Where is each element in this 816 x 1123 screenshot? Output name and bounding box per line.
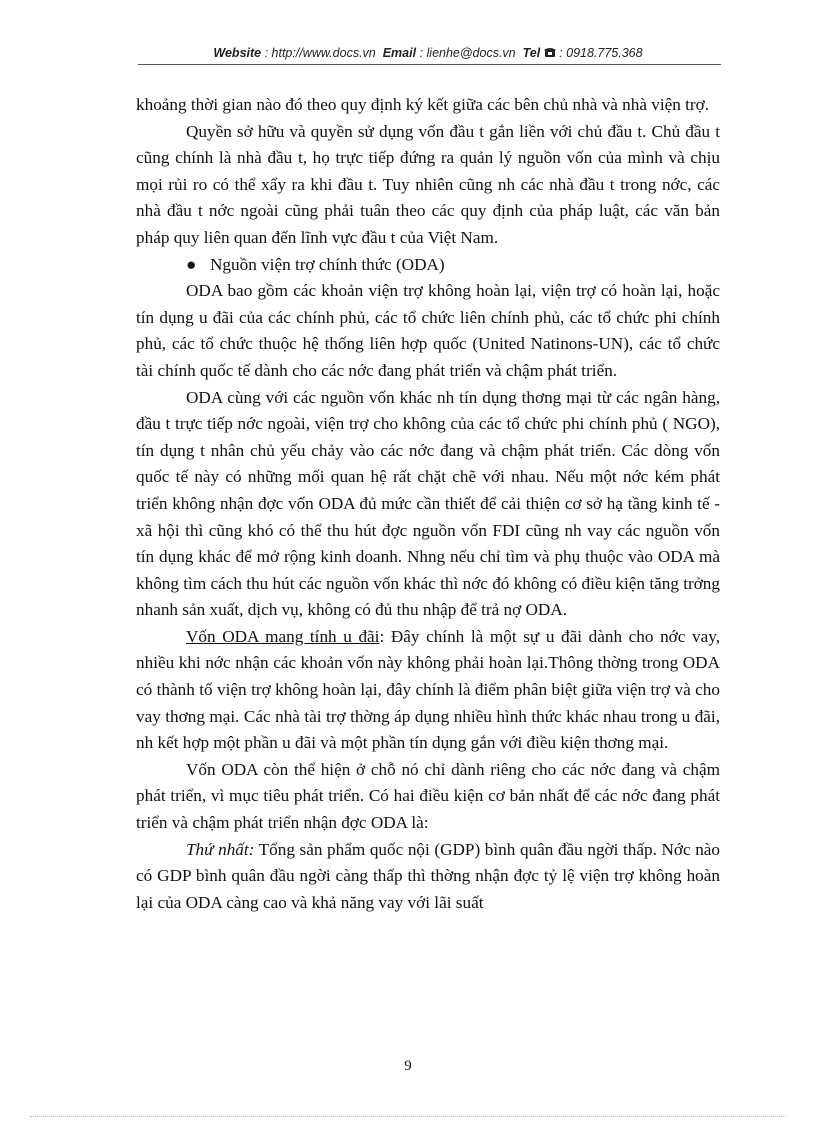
website-value[interactable]: : http://www.docs.vn (264, 46, 376, 60)
header-divider (138, 64, 721, 65)
bullet-text: Nguồn viện trợ chính thức (ODA) (210, 254, 445, 274)
paragraph-4: ODA cùng với các nguồn vốn khác nh tín dụng thơng mại từ các ngân hàng, đầu t trực tiếp nớc ngoài, viện trợ cho không của các tổ chức phi chính phủ ( NGO), tín dụng t nhân chủ yếu chảy vào các nớc đang và chậm phát triển. Các dòng vốn quốc tế này có những mối quan hệ rất chặt chẽ với nhau. Nếu một nớc kém phát triển không nhận đợc vốn ODA đủ mức cần thiết để cải thiện cơ sở hạ tầng kinh tế - xã hội thì cũng khó có thể thu hút đợc nguồn vốn FDI cũng nh vay các nguồn vốn tín dụng khác để mở rộng kinh doanh. Nhng nếu chỉ tìm và phụ thuộc vào ODA mà không tìm cách thu hút các nguồn vốn khác thì nớc đó không có điều kiện tăng trởng nhanh sản xuất, dịch vụ, không có đủ thu nhập để trả nợ ODA. (136, 387, 720, 620)
tel-label: Tel (522, 46, 541, 60)
phone-icon (544, 47, 556, 61)
paragraph-2: Quyền sở hữu và quyền sử dụng vốn đầu t gắn liền với chủ đầu t. Chủ đầu t cũng chính là nhà đầu t, họ trực tiếp đứng ra quản lý nguồn vốn của mình và chịu mọi rủi ro có thể xẩy ra khi đầu t. Tuy nhiên cũng nh các nhà đầu t trong nớc, các nhà đầu t nớc ngoài cũng phải tuân theo các quy định của pháp luật, các văn bản pháp quy liên quan đến lĩnh vực đầu t của Việt Nam. (136, 121, 720, 247)
bullet-item (136, 252, 720, 279)
website-label: Website (213, 46, 262, 60)
page-bottom-divider (30, 1116, 786, 1117)
paragraph-5 (136, 624, 720, 757)
paragraph-5-text: : Đây chính là một sự u đãi dành cho nớc vay, nhiều khi nớc nhận các khoản vốn này không phải hoàn lại.Thông thờng trong ODA có thành tố viện trợ không hoàn lại, đây chính là điểm phân biệt giữa viện trợ và cho vay thơng mại. Các nhà tài trợ thờng áp dụng nhiều hình thức khác nhau trong u đãi, nh kết hợp một phần u đãi và một phần tín dụng gắn với điều kiện thơng mại. (136, 626, 721, 753)
email-value[interactable]: : lienhe@docs.vn (419, 46, 516, 60)
underlined-term: Vốn ODA mang tính u đãi (186, 626, 380, 646)
bullet-icon: ● (186, 254, 197, 274)
italic-term: Thứ nhất: (186, 839, 255, 859)
paragraph-6: Vốn ODA còn thể hiện ở chỗ nó chỉ dành riêng cho các nớc đang và chậm phát triển, vì mục tiêu phát triển. Có hai điều kiện cơ bản nhất để các nớc đang phát triển và chậm phát triển nhận đợc ODA là: (136, 759, 720, 833)
page-number: 9 (404, 1058, 412, 1074)
tel-value: : 0918.775.368 (559, 46, 643, 60)
document-body (136, 92, 720, 916)
paragraph-1: khoảng thời gian nào đó theo quy định ký kết giữa các bên chủ nhà và nhà viện trợ. (136, 95, 710, 114)
paragraph-7 (136, 837, 720, 917)
paragraph-3: ODA bao gồm các khoản viện trợ không hoàn lại, viện trợ có hoàn lại, hoặc tín dụng u đãi của các chính phủ, các tổ chức liên chính phủ, các tổ chức phi chính phủ, các tổ chức thuộc hệ thống liên hợp quốc (United Natinons-UN), các tổ chức tài chính quốc tế dành cho các nớc đang phát triển và chậm phát triển. (136, 281, 720, 380)
page-header (138, 46, 718, 61)
paragraph-7-text: Tổng sản phẩm quốc nội (GDP) bình quân đầu ngời thấp. Nớc nào có GDP bình quân đầu ngời càng thấp thì thờng nhận đợc tỷ lệ viện trợ không hoàn lại của ODA càng cao và khả năng vay với lãi suất (136, 839, 721, 912)
email-label: Email (382, 46, 417, 60)
